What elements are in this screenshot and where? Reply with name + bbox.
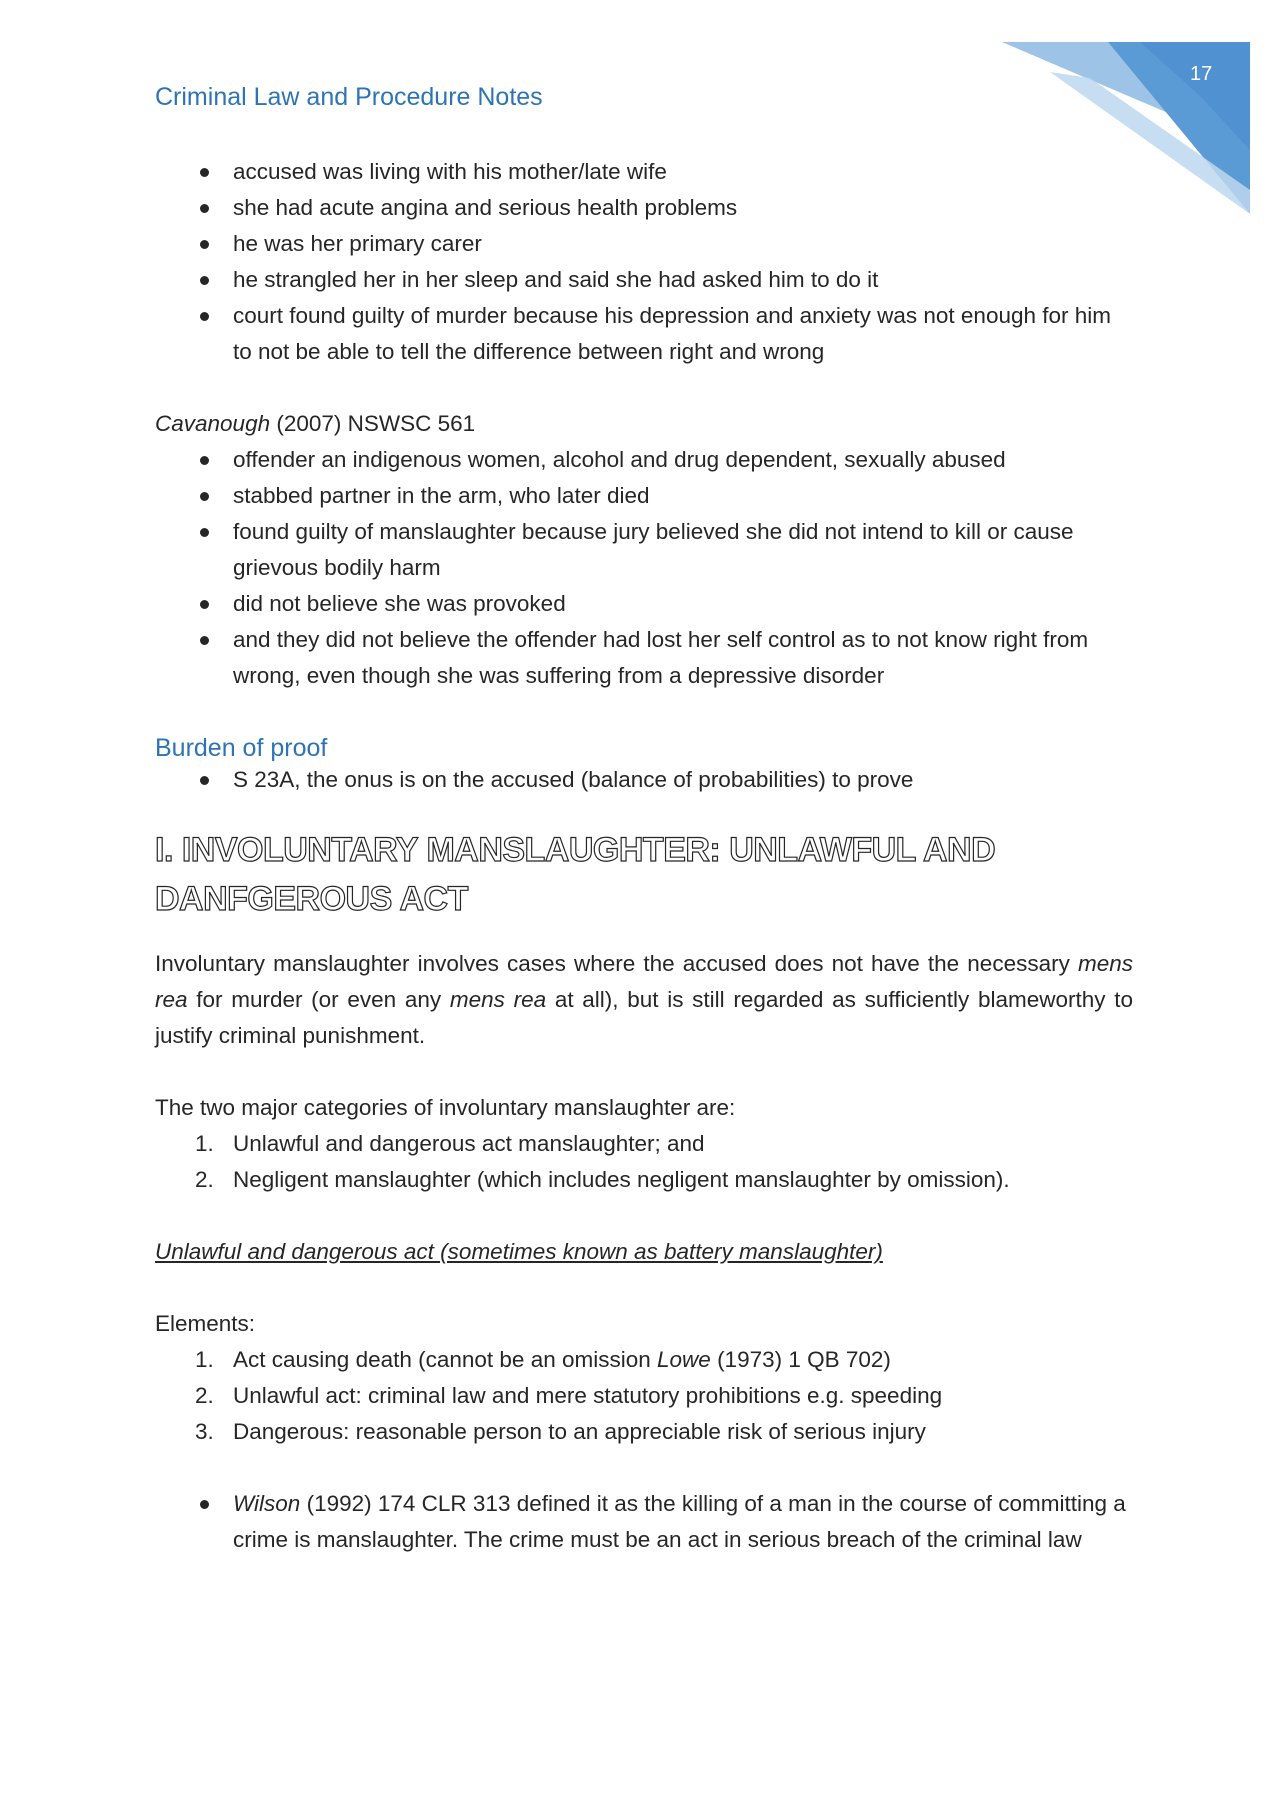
wilson-list	[155, 1486, 1133, 1558]
bullet-icon	[200, 456, 209, 465]
list-item: 3. Dangerous: reasonable person to an appreciable risk of serious injury	[195, 1419, 926, 1444]
bullet-icon	[200, 600, 209, 609]
list-item: did not believe she was provoked	[155, 586, 1133, 622]
list-item: S 23A, the onus is on the accused (balance of probabilities) to prove	[155, 762, 1133, 798]
bullet-icon	[200, 636, 209, 645]
cavanough-list	[155, 442, 1133, 694]
bullet-icon	[200, 492, 209, 501]
list-item: 2. Unlawful act: criminal law and mere statutory prohibitions e.g. speeding	[195, 1383, 943, 1408]
list-item: Wilson (1992) 174 CLR 313 defined it as the killing of a man in the course of committing a crime is manslaughter. The crime must be an act in serious breach of the criminal law	[155, 1486, 1133, 1558]
bullet-icon	[200, 1500, 209, 1509]
subsection-heading: Unlawful and dangerous act (sometimes known as battery manslaughter)	[155, 1239, 883, 1264]
list-item: offender an indigenous women, alcohol and drug dependent, sexually abused	[155, 442, 1133, 478]
bullet-icon	[200, 776, 209, 785]
burden-list	[155, 762, 1133, 798]
list-item: found guilty of manslaughter because jury believed she did not intend to kill or cause grievous bodily harm	[155, 514, 1133, 586]
bullet-icon	[200, 168, 209, 177]
list-item: 1. Act causing death (cannot be an omission Lowe (1973) 1 QB 702)	[195, 1347, 891, 1372]
section-heading: Burden of proof	[155, 734, 328, 762]
list-item: 2. Negligent manslaughter (which includes negligent manslaughter by omission).	[195, 1167, 1010, 1192]
categories-intro: The two major categories of involuntary manslaughter are:	[155, 1095, 736, 1120]
list-item: she had acute angina and serious health problems	[155, 190, 1133, 226]
document-body	[155, 154, 1133, 1558]
case-facts-list	[155, 154, 1133, 370]
list-item: and they did not believe the offender had lost her self control as to not know right from wrong, even though she was suffering from a depressive disorder	[155, 622, 1133, 694]
header-title: Criminal Law and Procedure Notes	[155, 83, 543, 111]
elements-list	[155, 1342, 1133, 1450]
list-item: court found guilty of murder because his depression and anxiety was not enough for him to not be able to tell the difference between right and wrong	[155, 298, 1133, 370]
list-item: accused was living with his mother/late wife	[155, 154, 1133, 190]
bullet-icon	[200, 204, 209, 213]
categories-list	[155, 1126, 1133, 1198]
bullet-icon	[200, 240, 209, 249]
chapter-heading: I. INVOLUNTARY MANSLAUGHTER: UNLAWFUL AND DANFGEROUS ACT	[155, 831, 996, 918]
page-number: 17	[1190, 63, 1213, 85]
elements-label: Elements:	[155, 1311, 256, 1336]
list-item: he strangled her in her sleep and said she had asked him to do it	[155, 262, 1133, 298]
list-item: 1. Unlawful and dangerous act manslaughter; and	[195, 1131, 705, 1156]
list-item: stabbed partner in the arm, who later died	[155, 478, 1133, 514]
bullet-icon	[200, 312, 209, 321]
list-item: he was her primary carer	[155, 226, 1133, 262]
case-citation: Cavanough (2007) NSWSC 561	[155, 411, 476, 436]
intro-paragraph: Involuntary manslaughter involves cases where the accused does not have the necessary mens rea for murder (or even any mens rea at all), but is still regarded as sufficiently blameworthy to justify criminal punishment.	[155, 951, 1133, 1048]
bullet-icon	[200, 276, 209, 285]
bullet-icon	[200, 528, 209, 537]
